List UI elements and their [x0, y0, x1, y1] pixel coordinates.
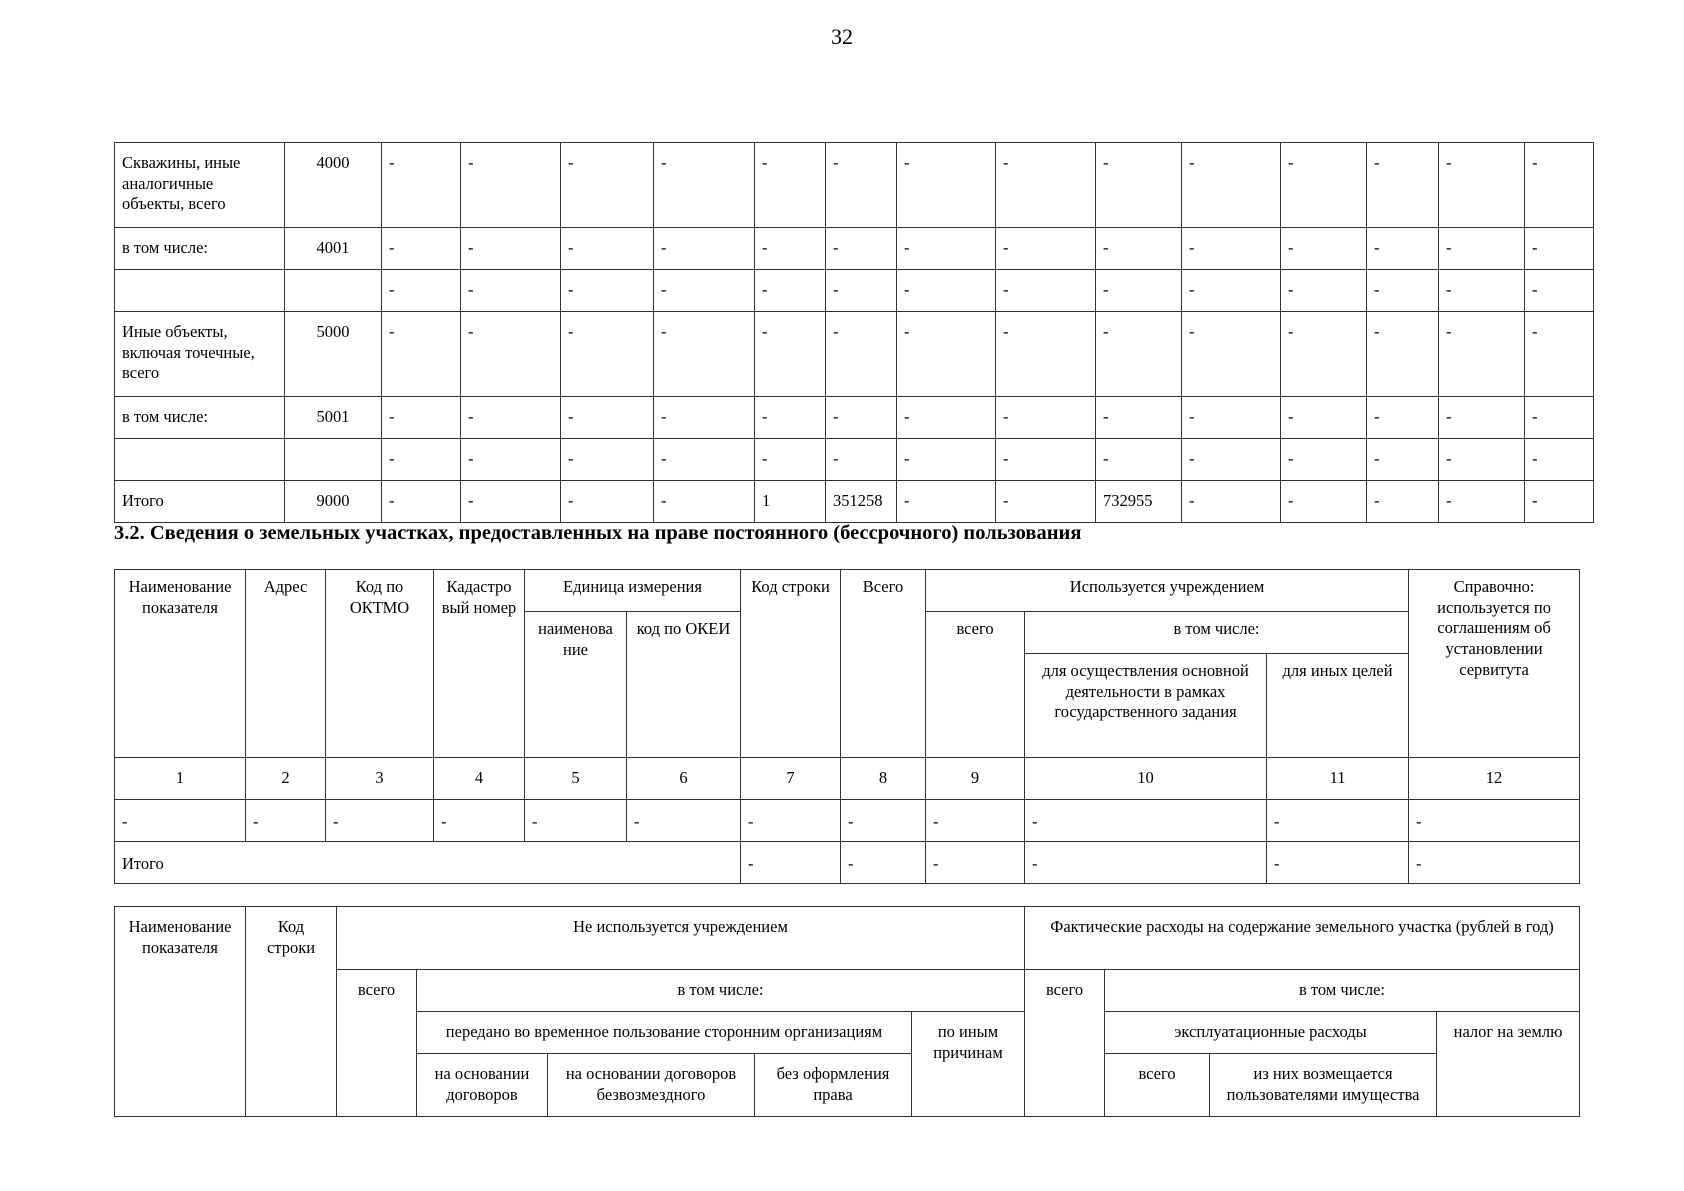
header-costs-total: всего	[1025, 970, 1105, 1117]
row-value: -	[897, 481, 996, 523]
row-value: -	[841, 800, 926, 842]
row-value: -	[1525, 312, 1594, 397]
table-row	[115, 397, 1594, 439]
row-value: -	[1439, 143, 1525, 228]
column-number: 10	[1025, 758, 1267, 800]
row-value: -	[1525, 228, 1594, 270]
row-value: -	[654, 143, 755, 228]
row-value: -	[561, 481, 654, 523]
row-value: -	[561, 270, 654, 312]
header-reimbursed: из них возмещается пользователями имущества	[1210, 1054, 1437, 1117]
header-okei: код по ОКЕИ	[627, 612, 741, 758]
row-value: -	[654, 270, 755, 312]
header-other-purposes: для иных целей	[1267, 654, 1409, 758]
header-actual-costs: Фактические расходы на содержание земельного участка (рублей в год)	[1025, 907, 1580, 970]
row-value: -	[654, 439, 755, 481]
row-value: -	[1367, 143, 1439, 228]
row-value: -	[1367, 228, 1439, 270]
total-value: -	[1409, 842, 1580, 884]
row-value: -	[897, 439, 996, 481]
row-code: 4000	[285, 143, 382, 228]
header-land-tax: налог на землю	[1437, 1012, 1580, 1117]
row-name: Иные объекты, включая точечные, всего	[115, 312, 285, 397]
header-reference: Справочно: используется по соглашениям об установлении сервитута	[1409, 570, 1580, 758]
header-used-total: всего	[926, 612, 1025, 758]
row-value: -	[1525, 439, 1594, 481]
row-value: -	[627, 800, 741, 842]
row-code: 4001	[285, 228, 382, 270]
unused-land-costs-table	[114, 906, 1580, 1117]
header-unit-name: наименова ние	[525, 612, 627, 758]
column-number: 6	[627, 758, 741, 800]
column-number: 9	[926, 758, 1025, 800]
row-name: Итого	[115, 481, 285, 523]
column-number: 7	[741, 758, 841, 800]
row-value: -	[461, 312, 561, 397]
row-name	[115, 270, 285, 312]
total-label: Итого	[115, 842, 741, 884]
row-value: -	[741, 800, 841, 842]
header-no-registration: без оформления права	[755, 1054, 912, 1117]
section-heading: 3.2. Сведения о земельных участках, предоставленных на праве постоянного (бессрочного) пользования	[114, 522, 1082, 544]
row-name: в том числе:	[115, 397, 285, 439]
row-value: -	[1367, 270, 1439, 312]
column-number: 2	[246, 758, 326, 800]
row-value: -	[755, 312, 826, 397]
row-value: -	[1281, 312, 1367, 397]
header-contract-basis: на основании договоров	[417, 1054, 548, 1117]
row-value: -	[525, 800, 627, 842]
row-value: -	[326, 800, 434, 842]
header-operating: эксплуатационные расходы	[1105, 1012, 1437, 1054]
header-not-used-total: всего	[337, 970, 417, 1117]
row-value: -	[1367, 439, 1439, 481]
row-value: -	[1096, 143, 1182, 228]
row-code: 5000	[285, 312, 382, 397]
row-value: -	[897, 228, 996, 270]
header-unit: Единица измерения	[525, 570, 741, 612]
row-value: -	[897, 312, 996, 397]
row-value: -	[1281, 143, 1367, 228]
row-value: -	[1281, 228, 1367, 270]
row-value: -	[1182, 270, 1281, 312]
row-value: -	[996, 481, 1096, 523]
header-main-activity: для осуществления основной деятельности в рамках государственного задания	[1025, 654, 1267, 758]
row-value: -	[1525, 143, 1594, 228]
header-other-reasons: по иным причинам	[912, 1012, 1025, 1117]
row-value: -	[1367, 397, 1439, 439]
row-value: -	[434, 800, 525, 842]
header-name: Наименование показателя	[115, 570, 246, 758]
row-value: -	[1439, 439, 1525, 481]
total-value: -	[926, 842, 1025, 884]
column-number: 11	[1267, 758, 1409, 800]
row-code	[285, 270, 382, 312]
total-value: -	[741, 842, 841, 884]
row-value: -	[382, 439, 461, 481]
row-value: -	[926, 800, 1025, 842]
row-value: -	[1182, 439, 1281, 481]
row-value: -	[382, 228, 461, 270]
row-value: -	[1439, 397, 1525, 439]
column-number: 12	[1409, 758, 1580, 800]
row-value: -	[461, 143, 561, 228]
header-operating-total: всего	[1105, 1054, 1210, 1117]
row-value: -	[1096, 439, 1182, 481]
row-value: -	[461, 439, 561, 481]
row-value: -	[826, 270, 897, 312]
row-value: -	[654, 481, 755, 523]
row-value: -	[1439, 481, 1525, 523]
row-value: -	[654, 397, 755, 439]
row-value: -	[826, 439, 897, 481]
total-value: -	[1025, 842, 1267, 884]
header-including: в том числе:	[1025, 612, 1409, 654]
table-row	[115, 481, 1594, 523]
row-value: -	[382, 312, 461, 397]
row-value: -	[1096, 312, 1182, 397]
row-value: -	[996, 228, 1096, 270]
header-cadastral: Кадастро вый номер	[434, 570, 525, 758]
header-costs-including: в том числе:	[1105, 970, 1580, 1012]
row-value: -	[1182, 397, 1281, 439]
header-not-used-including: в том числе:	[417, 970, 1025, 1012]
total-row	[115, 842, 1580, 884]
header-total: Всего	[841, 570, 926, 758]
header-address: Адрес	[246, 570, 326, 758]
row-code	[285, 439, 382, 481]
land-plots-table	[114, 569, 1580, 884]
row-value: -	[1281, 439, 1367, 481]
row-value: -	[755, 270, 826, 312]
header-row-code: Код строки	[741, 570, 841, 758]
row-value: -	[461, 397, 561, 439]
row-value: -	[561, 397, 654, 439]
row-value: -	[561, 439, 654, 481]
row-value: -	[1439, 228, 1525, 270]
row-name: в том числе:	[115, 228, 285, 270]
row-value: -	[1025, 800, 1267, 842]
row-value: -	[826, 397, 897, 439]
column-number: 8	[841, 758, 926, 800]
row-value: -	[1096, 397, 1182, 439]
row-value: -	[461, 270, 561, 312]
row-value: -	[382, 481, 461, 523]
header-row-code: Код строки	[246, 907, 337, 1117]
total-value: -	[1267, 842, 1409, 884]
column-number: 5	[525, 758, 627, 800]
row-code: 5001	[285, 397, 382, 439]
total-value: -	[841, 842, 926, 884]
row-value: -	[1367, 481, 1439, 523]
page-number: 32	[831, 24, 853, 49]
header-free-contract-basis: на основании договоров безвозмездного	[548, 1054, 755, 1117]
row-value: -	[1281, 397, 1367, 439]
row-value: -	[654, 312, 755, 397]
column-number: 1	[115, 758, 246, 800]
row-value: -	[1525, 397, 1594, 439]
row-value: -	[996, 439, 1096, 481]
row-value: -	[1096, 228, 1182, 270]
row-value: -	[1182, 481, 1281, 523]
objects-table	[114, 142, 1594, 523]
row-value: -	[996, 397, 1096, 439]
row-value: -	[1439, 312, 1525, 397]
row-name	[115, 439, 285, 481]
table-row	[115, 143, 1594, 228]
row-value: -	[461, 228, 561, 270]
row-value: -	[382, 143, 461, 228]
column-number: 4	[434, 758, 525, 800]
row-value: -	[654, 228, 755, 270]
header-oktmo: Код по ОКТМО	[326, 570, 434, 758]
row-name: Скважины, иные аналогичные объекты, всего	[115, 143, 285, 228]
row-value: -	[755, 397, 826, 439]
row-value: -	[897, 270, 996, 312]
row-value: -	[561, 312, 654, 397]
row-value: -	[1267, 800, 1409, 842]
row-value: -	[755, 439, 826, 481]
header-not-used: Не используется учреждением	[337, 907, 1025, 970]
row-code: 9000	[285, 481, 382, 523]
row-value: -	[1096, 270, 1182, 312]
row-value: -	[561, 143, 654, 228]
header-transferred: передано во временное пользование сторонним организациям	[417, 1012, 912, 1054]
column-number: 3	[326, 758, 434, 800]
row-value: 1	[755, 481, 826, 523]
row-value: -	[826, 228, 897, 270]
row-value: -	[1409, 800, 1580, 842]
row-value: -	[996, 143, 1096, 228]
row-value: -	[1281, 270, 1367, 312]
row-value: -	[1281, 481, 1367, 523]
table-row	[115, 270, 1594, 312]
table-row	[115, 228, 1594, 270]
row-value: -	[1182, 143, 1281, 228]
row-value: -	[897, 397, 996, 439]
header-used: Используется учреждением	[926, 570, 1409, 612]
row-value: -	[996, 270, 1096, 312]
row-value: -	[382, 397, 461, 439]
table-row	[115, 800, 1580, 842]
row-value: -	[826, 312, 897, 397]
row-value: -	[826, 143, 897, 228]
row-value: -	[1439, 270, 1525, 312]
header-name: Наименование показателя	[115, 907, 246, 1117]
row-value: -	[382, 270, 461, 312]
row-value: 732955	[1096, 481, 1182, 523]
row-value: -	[1182, 228, 1281, 270]
row-value: -	[1182, 312, 1281, 397]
row-value: -	[1525, 481, 1594, 523]
row-value: 351258	[826, 481, 897, 523]
table-row	[115, 439, 1594, 481]
row-value: -	[1525, 270, 1594, 312]
row-value: -	[755, 143, 826, 228]
row-value: -	[561, 228, 654, 270]
row-value: -	[246, 800, 326, 842]
row-value: -	[461, 481, 561, 523]
table-row	[115, 312, 1594, 397]
row-value: -	[115, 800, 246, 842]
row-value: -	[897, 143, 996, 228]
row-value: -	[755, 228, 826, 270]
row-value: -	[996, 312, 1096, 397]
row-value: -	[1367, 312, 1439, 397]
